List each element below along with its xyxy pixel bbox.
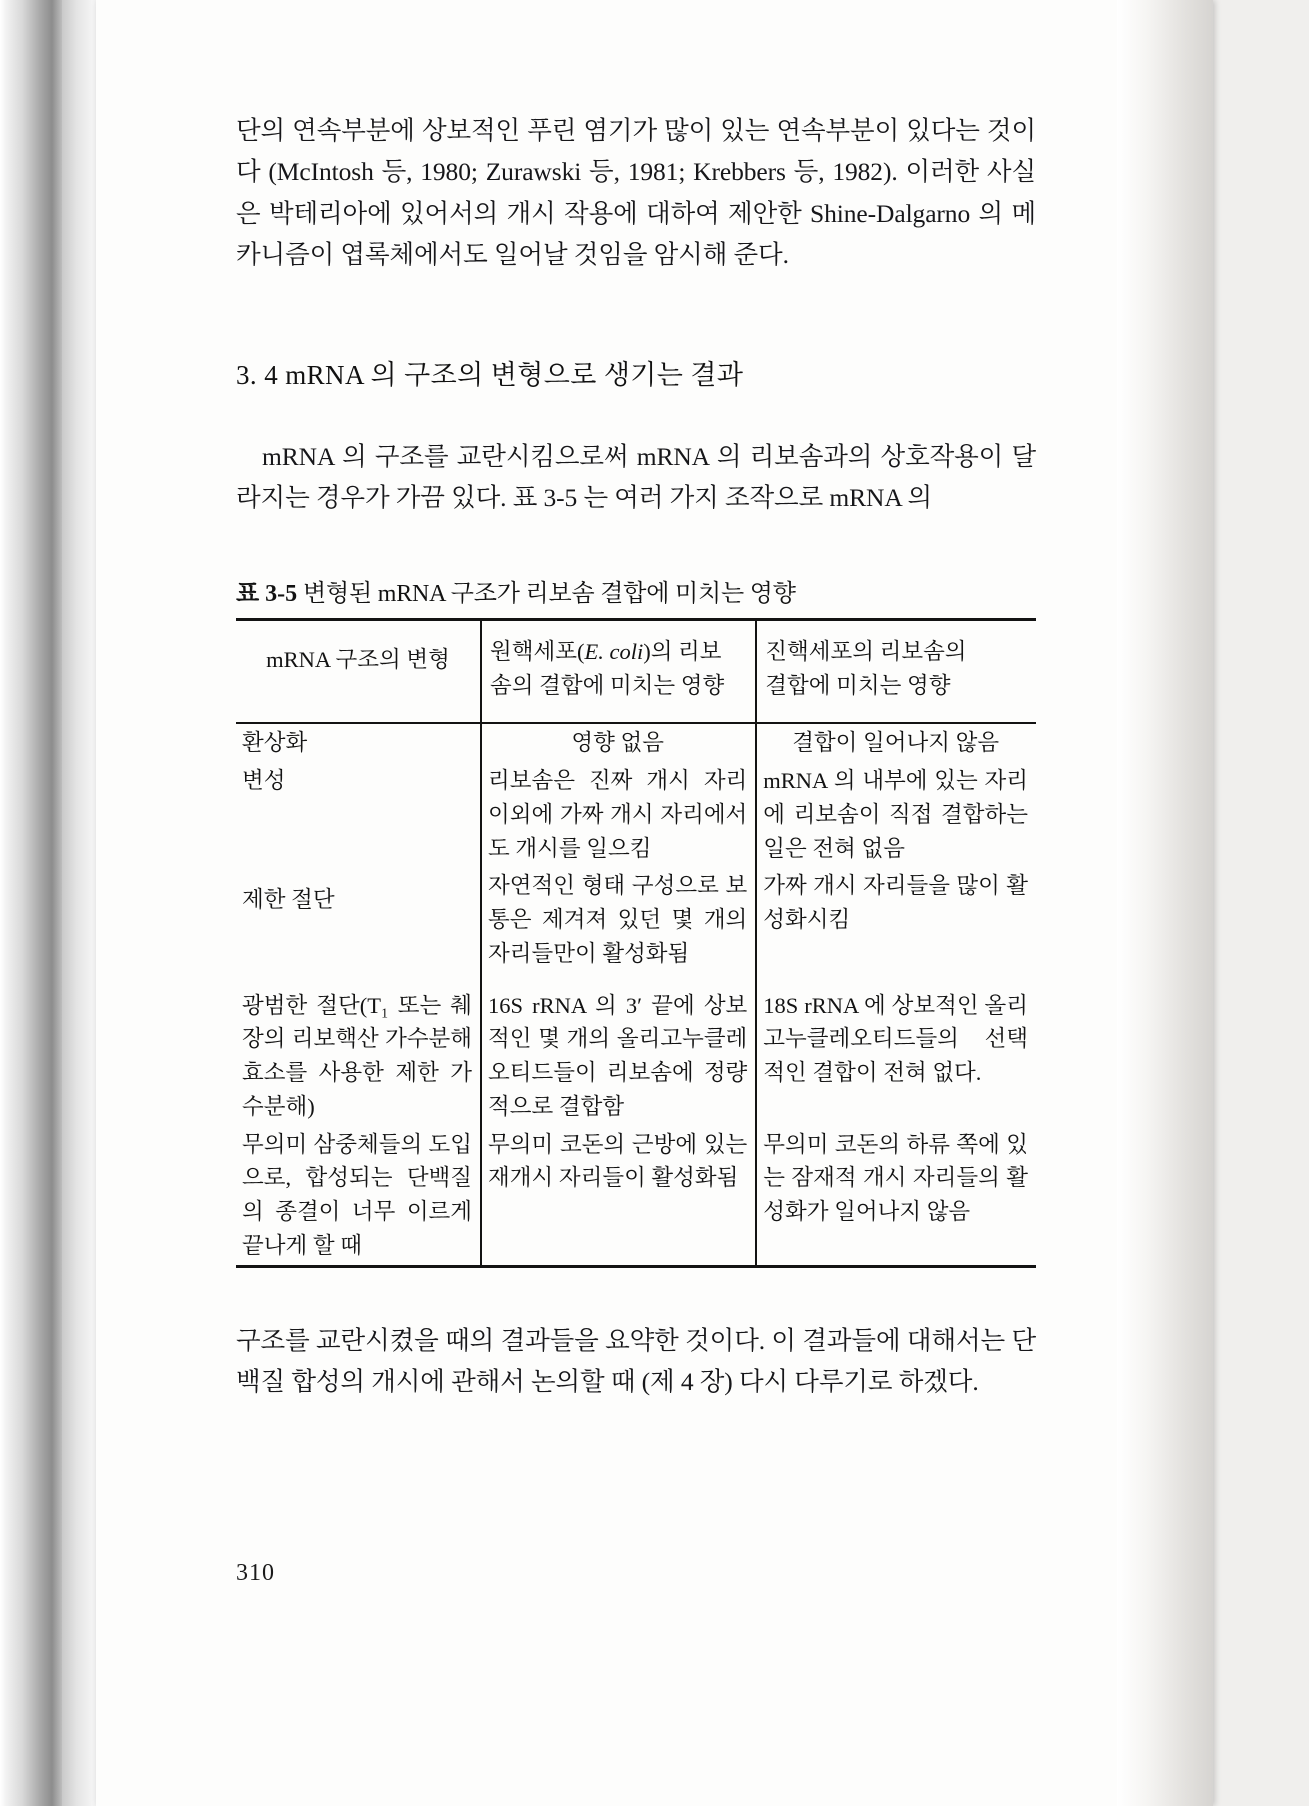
spacer [488,975,747,989]
spacer [763,975,1028,989]
cell-text: 변성 [242,768,286,794]
table-body [236,718,1036,1266]
spacer [236,1268,1036,1320]
row-3-col-2 [756,973,1036,1126]
table-3-5 [236,618,1036,1268]
row-0-col-2 [756,723,1036,762]
header-2-line1: 진핵세포의 리보솜의 [765,638,967,664]
row-1-col-1 [481,762,756,867]
header-1-line2: 솜의 결합에 미치는 영향 [490,672,725,698]
cell-text: 18S rRNA 에 상보적인 올리고누클레오티드들의 선택적인 결합이 전혀 없다. [763,992,1028,1086]
row-2-col-0 [236,867,481,972]
row-2-col-1 [481,867,756,972]
cell-text: 16S rRNA 의 3′ 끝에 상보적인 몇 개의 올리고누클레오티드들이 리보솜에 정량적으로 결합함 [488,992,748,1119]
table-row [236,762,1036,867]
row-3-col-0 [236,973,481,1126]
cell-text: 광범한 절단(T₁ 또는 췌장의 리보핵산 가수분해효소를 사용한 제한 가수분해) [242,992,473,1119]
table-row [236,973,1036,1126]
row-4-col-2 [756,1126,1036,1267]
header-2-line2: 결합에 미치는 영향 [765,672,951,698]
page-number: 310 [236,1560,275,1586]
spacer [242,975,472,989]
table-row [236,723,1036,762]
cell-text: 리보솜은 진짜 개시 자리 이외에 가짜 개시 자리에서도 개시를 일으킴 [488,768,748,861]
book-page-edge [62,0,98,1806]
table-header-cell-2 [756,619,1036,718]
header-1-italic: E. coli [584,638,644,664]
document-page [96,0,1213,1806]
cell-text: 제한 절단 [242,887,335,913]
section-heading: 3. 4 mRNA 의 구조의 변형으로 생기는 결과 [236,360,744,391]
table-row [236,867,1036,972]
cell-text: 무의미 코돈의 근방에 있는 재개시 자리들이 활성화됨 [488,1131,748,1191]
spacer [236,519,1036,573]
cell-text: 영향 없음 [571,730,664,756]
table-header-cell-1 [481,619,756,718]
table-caption-label: 표 3-5 [236,580,298,607]
row-4-col-1 [481,1126,756,1267]
table-header-row [236,619,1036,718]
row-0-col-1 [481,723,756,762]
paragraph-section-body: mRNA 의 구조를 교란시킴으로써 mRNA 의 리보솜과의 상호작용이 달라지는 경우가 가끔 있다. 표 3-5 는 여러 가지 조작으로 mRNA 의 [236,442,1036,513]
table-row [236,1126,1036,1267]
header-1-post: )의 리보 [643,638,722,664]
cell-text: 무의미 삼중체들의 도입으로, 합성되는 단백질의 종결이 너무 이르게 끝나게 할 때 [242,1131,473,1258]
cell-text: 가짜 개시 자리들을 많이 활성화시킴 [763,873,1028,933]
cell-text: 자연적인 형태 구성으로 보통은 제겨져 있던 몇 개의 자리들만이 활성화됨 [488,873,748,966]
table-header-cell-0: mRNA 구조의 변형 [266,646,450,672]
spacer [236,275,1036,353]
paragraph-intro: 단의 연속부분에 상보적인 푸린 염기가 많이 있는 연속부분이 있다는 것이다 (McIntosh 등, 1980; Zurawski 등, 1981; Krebbers 등, 1982). 이러한 사실은 박테리아에 있어서의 개시 작용에 대하여 제안한 Shine-Dalgarno 의 메카니즘이 엽록체에서도 일어날 것임을 암시해 준다. [236,116,1036,269]
page-right-shade [1117,0,1213,1806]
row-1-col-0 [236,762,481,867]
cell-text: 무의미 코돈의 하류 쪽에 있는 잠재적 개시 자리들의 활성화가 일어나지 않음 [763,1131,1028,1225]
spacer [242,869,472,883]
cell-text: 환상화 [242,730,308,756]
row-2-col-2 [756,867,1036,972]
spacer [236,392,1036,436]
row-4-col-0 [236,1126,481,1267]
table-head [236,619,1036,718]
row-3-col-1 [481,973,756,1126]
book-binding-shadow [0,0,62,1806]
table-caption-text: 변형된 mRNA 구조가 리보솜 결합에 미치는 영향 [303,580,796,607]
cell-text: 결합이 일어나지 않음 [792,730,1000,756]
page-content [236,110,1036,1402]
table-caption [236,573,1036,608]
cell-text: mRNA 의 내부에 있는 자리에 리보솜이 직접 결합하는 일은 전혀 없음 [763,768,1028,861]
paragraph-closing: 구조를 교란시켰을 때의 결과들을 요약한 것이다. 이 결과들에 대해서는 단백질 합성의 개시에 관해서 논의할 때 (제 4 장) 다시 다루기로 하겠다. [236,1325,1036,1396]
header-1-pre: 원핵세포( [490,638,585,664]
row-1-col-2 [756,762,1036,867]
row-0-col-0 [236,723,481,762]
